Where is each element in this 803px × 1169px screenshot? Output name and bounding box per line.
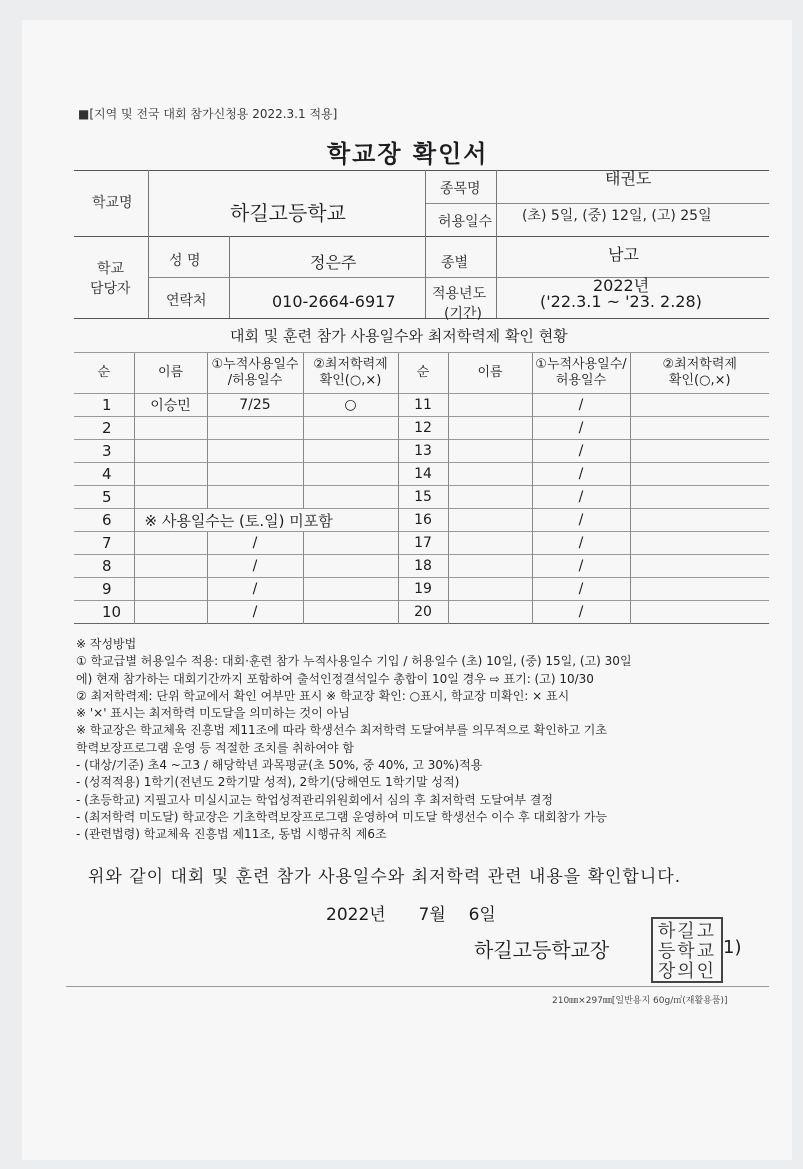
table-header-row bbox=[74, 353, 769, 394]
year-label: (기간) bbox=[444, 306, 482, 322]
document-title: 학교장 확인서 bbox=[327, 140, 489, 168]
col-grade-right: ②최저학력제 확인(○,×) bbox=[630, 353, 769, 394]
instruction-line: - (성적적용) 1학기(전년도 2학기말 성적), 2학기(당해연도 1학기말 성적) bbox=[76, 775, 460, 790]
allowed-days-label: 허용일수 bbox=[438, 214, 493, 230]
table-row: 5 15 / bbox=[74, 486, 769, 509]
instruction-line: ※ '×' 표시는 최저학력 미도달을 의미하는 것이 아님 bbox=[76, 706, 350, 721]
divider bbox=[74, 236, 769, 237]
table-row: 9 / 19 / bbox=[74, 578, 769, 601]
phone-number: 010-2664-6917 bbox=[272, 292, 396, 311]
manager-name: 정은주 bbox=[310, 253, 357, 272]
divider bbox=[425, 203, 769, 204]
table-row: 2 12 / bbox=[74, 417, 769, 440]
allowed-days-value: (초) 5일, (중) 12일, (고) 25일 bbox=[522, 208, 712, 224]
instruction-line: ② 최저학력제: 단위 학교에서 확인 여부만 표시 ※ 학교장 확인: ○표시, 학교장 미확인: × 표시 bbox=[76, 688, 570, 703]
col-name: 이름 bbox=[134, 353, 207, 394]
divider bbox=[66, 986, 769, 987]
table-row: 7 / 17 / bbox=[74, 532, 769, 555]
divider bbox=[425, 170, 426, 318]
issue-date bbox=[326, 900, 496, 925]
table-row: 8 / 18 / bbox=[74, 555, 769, 578]
confirmation-statement: 위와 같이 대회 및 훈련 참가 사용일수와 최저학력 관련 내용을 확인합니다. bbox=[88, 867, 682, 887]
date-month: 7월 bbox=[418, 905, 446, 925]
paper-spec: 210㎜×297㎜[일반용지 60g/㎡(재활용품)] bbox=[552, 996, 728, 1006]
seal-suffix: 1) bbox=[723, 937, 742, 958]
instruction-line: ① 학교급별 허용일수 적용: 대회·훈련 참가 누적사용일수 기입 / 허용일수 (초) 10일, (중) 15일, (고) 30일 bbox=[76, 654, 632, 669]
instruction-line: ※ 학교장은 학교체육 진흥법 제11조에 따라 학생선수 최저학력 도달여부를 의무적으로 확인하고 기초 bbox=[76, 723, 607, 738]
gender-label: 종별 bbox=[441, 255, 469, 271]
divider bbox=[496, 170, 497, 318]
date-year: 2022년 bbox=[326, 905, 386, 925]
table-note: ※ 사용일수는 (토.일) 미포함 bbox=[134, 509, 398, 532]
col-seq-right: 순 bbox=[398, 353, 448, 394]
name-label: 성 명 bbox=[169, 253, 201, 269]
table-row: 3 13 / bbox=[74, 440, 769, 463]
table-row: 10 / 20 / bbox=[74, 601, 769, 624]
col-grade: ②최저학력제 확인(○,×) bbox=[303, 353, 398, 394]
sport-label: 종목명 bbox=[440, 181, 481, 197]
instruction-line: - (대상/기준) 초4 ~고3 / 해당학년 과목평균(초 50%, 중 40%, 고 30%)적용 bbox=[76, 758, 483, 773]
instruction-line: - (초등학교) 지필고사 미실시교는 학업성적관리위원회에서 심의 후 최저학력 도달여부 결정 bbox=[76, 792, 553, 807]
table-row: 1 이승민 7/25 ○ 11 / bbox=[74, 394, 769, 417]
school-name: 하길고등학교 bbox=[230, 201, 346, 225]
col-days-right: ①누적사용일수/ 허용일수 bbox=[532, 353, 630, 394]
instruction-line: ※ 작성방법 bbox=[76, 637, 137, 651]
usage-table bbox=[74, 352, 769, 624]
table-title: 대회 및 훈련 참가 사용일수와 최저학력제 확인 현황 bbox=[230, 327, 568, 345]
divider bbox=[74, 170, 769, 171]
table-row: 4 14 / bbox=[74, 463, 769, 486]
contact-label: 연락처 bbox=[166, 293, 207, 309]
year-label: 적용년도 bbox=[432, 286, 487, 302]
date-day: 6일 bbox=[468, 905, 496, 925]
divider bbox=[148, 170, 149, 318]
official-seal: 하길고 등학교 장의인 bbox=[651, 917, 723, 983]
col-days: ①누적사용일수 /허용일수 bbox=[207, 353, 303, 394]
form-tag: ■[지역 및 전국 대회 참가신청용 2022.3.1 적용] bbox=[78, 107, 338, 121]
sport-value: 태권도 bbox=[605, 169, 652, 188]
instruction-line: 에) 현재 참가하는 대회기간까지 포함하여 출석인정결석일수 총합이 10일 경우 ⇨ 표기: (고) 10/30 bbox=[76, 671, 594, 686]
instruction-line: 학력보장프로그램 운영 등 적절한 조치를 취하여야 함 bbox=[76, 740, 354, 755]
instruction-line: - (최저학력 미도달) 학교장은 기초학력보장프로그램 운영하여 미도달 학생선수 이수 후 대회참가 가능 bbox=[76, 809, 607, 824]
principal-name: 하길고등학교장 bbox=[474, 938, 610, 962]
manager-label: 학교 bbox=[97, 261, 125, 277]
instructions bbox=[76, 636, 756, 844]
divider bbox=[148, 277, 769, 278]
school-label: 학교명 bbox=[92, 195, 133, 211]
col-seq: 순 bbox=[74, 353, 134, 394]
table-row: 6 ※ 사용일수는 (토.일) 미포함 16 / bbox=[74, 509, 769, 532]
divider bbox=[229, 236, 230, 318]
period-value: ('22.3.1 ~ '23. 2.28) bbox=[540, 292, 702, 311]
col-name-right: 이름 bbox=[448, 353, 532, 394]
year-value: 2022년 bbox=[593, 276, 650, 295]
gender-value: 남고 bbox=[608, 245, 639, 264]
divider bbox=[74, 318, 769, 319]
instruction-line: - (관련법령) 학교체육 진흥법 제11조, 동법 시행규칙 제6조 bbox=[76, 827, 387, 842]
manager-label: 담당자 bbox=[90, 281, 131, 297]
